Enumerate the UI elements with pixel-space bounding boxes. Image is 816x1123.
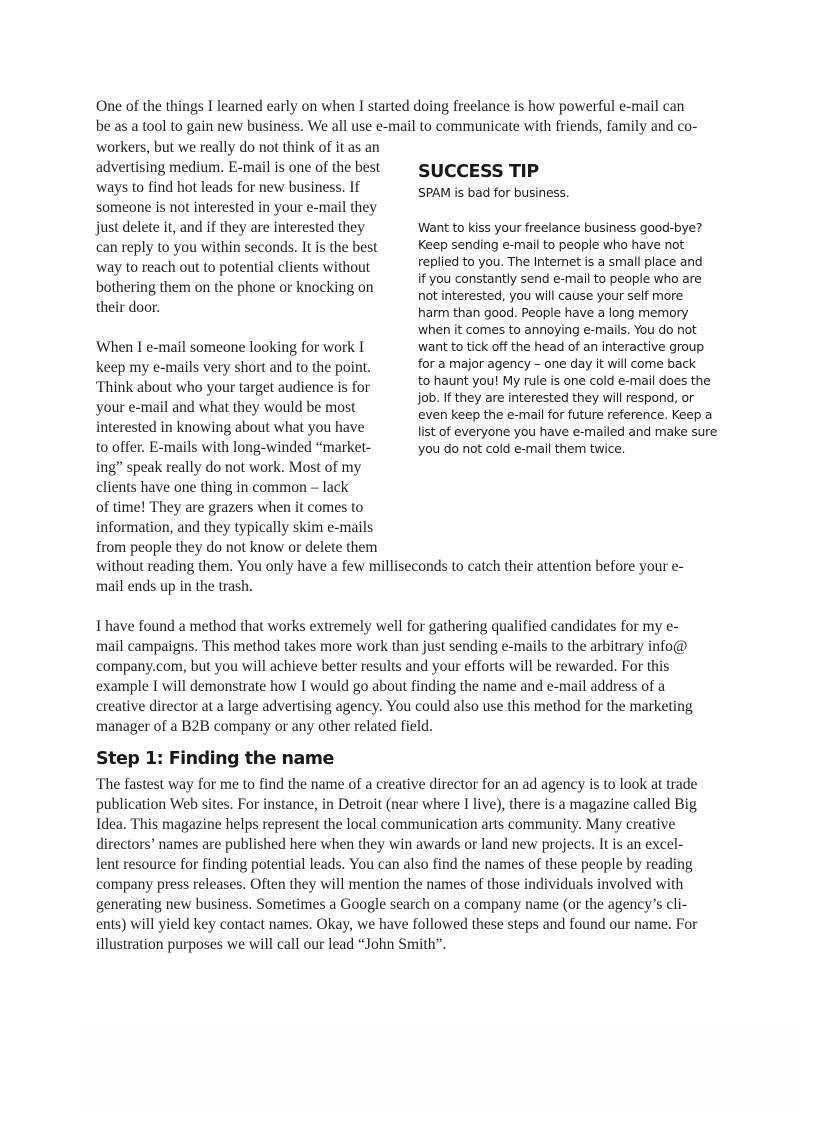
tip-line: want to tick off the head of an interactive group (418, 339, 704, 354)
text-line: without reading them. You only have a few milliseconds to catch their attention before your e- (96, 558, 684, 575)
text-line: lent resource for finding potential leads. You can also find the names of these people by reading (96, 856, 693, 873)
text-line: I have found a method that works extremely well for gathering qualified candidates for my e- (96, 618, 679, 635)
tip-line: to haunt you! My rule is one cold e-mail does the (418, 373, 711, 388)
text-line: be as a tool to gain new business. We all use e-mail to communicate with friends, family and co- (96, 118, 698, 135)
tip-line: even keep the e-mail for future reference. Keep a (418, 407, 713, 422)
text-line: manager of a B2B company or any other related field. (96, 718, 433, 735)
text-line: company press releases. Often they will mention the names of those individuals involved with (96, 876, 684, 893)
text-line: from people they do not know or delete them (96, 539, 378, 556)
text-line: your e-mail and what they would be most (96, 399, 356, 416)
tip-line: Keep sending e-mail to people who have not (418, 237, 684, 252)
step-1-heading: Step 1: Finding the name (96, 749, 334, 769)
text-line: mail ends up in the trash. (96, 578, 253, 595)
text-line: One of the things I learned early on when I started doing freelance is how powerful e-mail can (96, 98, 685, 115)
text-line: of time! They are grazers when it comes to (96, 499, 364, 516)
text-line: publication Web sites. For instance, in Detroit (near where I live), there is a magazine called Big (96, 796, 697, 813)
tip-line: when it comes to annoying e-mails. You do not (418, 322, 697, 337)
tip-line: for a major agency – one day it will come back (418, 356, 696, 371)
text-line: illustration purposes we will call our lead “John Smith”. (96, 936, 447, 953)
tip-line: list of everyone you have e-mailed and make sure (418, 424, 718, 439)
text-line: bothering them on the phone or knocking on (96, 279, 374, 296)
success-tip-title: SUCCESS TIP (418, 162, 539, 182)
text-line: example I will demonstrate how I would go about finding the name and e-mail address of a (96, 678, 666, 695)
text-line: just delete it, and if they are interested they (96, 219, 365, 236)
tip-line: not interested, you will cause your self more (418, 288, 683, 303)
tip-line: harm than good. People have a long memory (418, 305, 689, 320)
text-line: When I e-mail someone looking for work I (96, 339, 365, 356)
text-line: someone is not interested in your e-mail they (96, 199, 378, 216)
text-line: generating new business. Sometimes a Google search on a company name (or the agency’s cli- (96, 896, 688, 913)
text-line: ways to find hot leads for new business. If (96, 179, 360, 196)
text-line: directors’ names are published here when they win awards or land new projects. It is an excel- (96, 836, 684, 853)
text-line: The fastest way for me to find the name of a creative director for an ad agency is to look at trade (96, 776, 698, 793)
text-line: interested in knowing about what you have (96, 419, 365, 436)
text-line: keep my e-mails very short and to the point. (96, 359, 371, 376)
success-tip-subtitle: SPAM is bad for business. (418, 185, 570, 200)
text-line: advertising medium. E-mail is one of the best (96, 159, 381, 176)
text-line: ents) will yield key contact names. Okay, we have followed these steps and found our name. For (96, 916, 698, 933)
tip-line: Want to kiss your freelance business good-bye? (418, 220, 703, 235)
text-line: creative director at a large advertising agency. You could also use this method for the marketing (96, 698, 693, 715)
footer-texture (80, 1028, 800, 1108)
text-line: Think about who your target audience is for (96, 379, 370, 396)
tip-line: job. If they are interested they will respond, or (418, 390, 694, 405)
text-line: their door. (96, 299, 161, 316)
tip-line: replied to you. The Internet is a small place and (418, 254, 703, 269)
text-line: information, and they typically skim e-mails (96, 519, 374, 536)
tip-line: if you constantly send e-mail to people who are (418, 271, 702, 286)
text-line: mail campaigns. This method takes more work than just sending e-mails to the arbitrary info@ (96, 638, 688, 655)
text-line: to offer. E-mails with long-winded “market- (96, 439, 372, 456)
text-line: ing” speak really do not work. Most of my (96, 459, 362, 476)
text-line: clients have one thing in common – lack (96, 479, 349, 496)
text-line: company.com, but you will achieve better results and your efforts will be rewarded. For this (96, 658, 670, 675)
text-line: can reply to you within seconds. It is the best (96, 239, 378, 256)
tip-line: you do not cold e-mail them twice. (418, 441, 626, 456)
text-line: Idea. This magazine helps represent the local communication arts community. Many creative (96, 816, 676, 833)
text-line: way to reach out to potential clients without (96, 259, 371, 276)
text-line: workers, but we really do not think of it as an (96, 139, 380, 156)
